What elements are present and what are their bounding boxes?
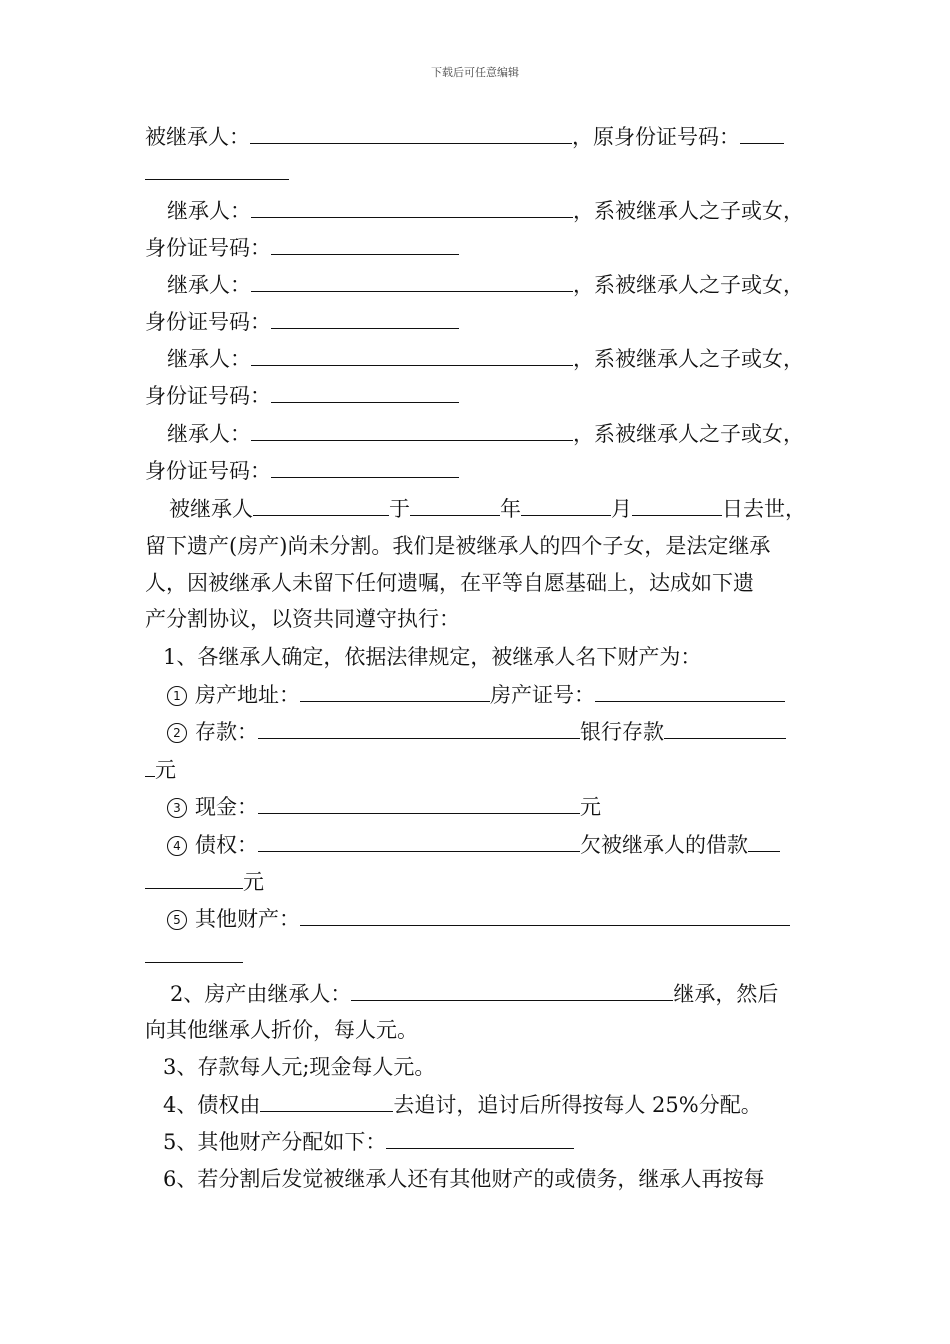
item-4-line: 4 债权： 欠被继承人的借款 xyxy=(167,830,780,858)
item-4-continuation: 元 xyxy=(145,867,264,895)
heir-3-id-line: 身份证号码： xyxy=(145,381,459,409)
circled-number-4: 4 xyxy=(167,836,187,856)
day-blank[interactable] xyxy=(632,494,722,516)
heir-2-line: 继承人： ，系被继承人之子或女， xyxy=(167,270,804,298)
death-date-line: 被继承人 于 年 月 日去世， xyxy=(169,494,806,522)
clause-2-line: 2、房产由继承人： 继承，然后 xyxy=(170,979,778,1007)
decedent-id-blank-cont[interactable] xyxy=(145,158,289,180)
paragraph-line-2: 人，因被继承人未留下任何遗嘱，在平等自愿基础上，达成如下遗 xyxy=(145,571,754,595)
heir-3-name-blank[interactable] xyxy=(251,344,573,366)
claim-blank[interactable] xyxy=(258,830,580,852)
house-heir-blank[interactable] xyxy=(351,979,673,1001)
heir-1-id-line: 身份证号码： xyxy=(145,233,459,261)
page-header: 下载后可任意编辑 xyxy=(431,66,519,79)
circled-number-3: 3 xyxy=(167,798,187,818)
debt-collector-blank[interactable] xyxy=(260,1090,393,1112)
loan-amount-blank[interactable] xyxy=(748,830,780,852)
decedent-id-blank[interactable] xyxy=(740,122,784,144)
circled-number-2: 2 xyxy=(167,723,187,743)
heir-1-name-blank[interactable] xyxy=(251,196,573,218)
loan-amount-blank-cont[interactable] xyxy=(145,867,243,889)
other-property-blank[interactable] xyxy=(300,904,790,926)
heir-3-line: 继承人： ，系被继承人之子或女， xyxy=(167,344,804,372)
heir-2-id-blank[interactable] xyxy=(271,307,459,329)
other-distribution-blank[interactable] xyxy=(386,1127,574,1149)
circled-number-5: 5 xyxy=(167,910,187,930)
other-property-blank-cont[interactable] xyxy=(145,941,243,963)
heir-4-name-blank[interactable] xyxy=(251,419,573,441)
item-5-line: 5 其他财产： xyxy=(167,904,790,932)
item-3-line: 3 现金： 元 xyxy=(167,792,601,820)
clause-1: 1、各继承人确定，依据法律规定，被继承人名下财产为： xyxy=(163,645,702,669)
item-2-continuation: 元 xyxy=(145,755,176,783)
decedent-id-continuation xyxy=(145,158,289,186)
clause-4-line: 4、债权由 去追讨，追讨后所得按每人 25%分配。 xyxy=(163,1090,762,1118)
item-2-line: 2 存款： 银行存款 xyxy=(167,717,786,745)
heir-4-id-line: 身份证号码： xyxy=(145,456,459,484)
decedent-line: 被继承人： ，原身份证号码： xyxy=(145,122,784,150)
paragraph-line-3: 产分割协议，以资共同遵守执行： xyxy=(145,607,460,631)
clause-2-continuation: 向其他继承人折价，每人元。 xyxy=(145,1018,418,1042)
month-blank[interactable] xyxy=(521,494,611,516)
heir-2-name-blank[interactable] xyxy=(251,270,573,292)
heir-1-line: 继承人： ，系被继承人之子或女， xyxy=(167,196,804,224)
heir-3-id-blank[interactable] xyxy=(271,381,459,403)
circled-number-1: 1 xyxy=(167,686,187,706)
item-1-line: 1 房产地址： 房产证号： xyxy=(167,680,785,708)
clause-6: 6、若分割后发觉被继承人还有其他财产的或债务，继承人再按每 xyxy=(163,1167,765,1191)
heir-1-id-blank[interactable] xyxy=(271,233,459,255)
bank-deposit-blank-cont[interactable] xyxy=(145,755,155,777)
heir-4-line: 继承人： ，系被继承人之子或女， xyxy=(167,419,804,447)
year-blank[interactable] xyxy=(410,494,500,516)
property-address-blank[interactable] xyxy=(300,680,490,702)
cash-blank[interactable] xyxy=(258,792,580,814)
decedent-name-blank[interactable] xyxy=(250,122,572,144)
clause-5-line: 5、其他财产分配如下： xyxy=(163,1127,574,1155)
heir-2-id-line: 身份证号码： xyxy=(145,307,459,335)
bank-deposit-blank[interactable] xyxy=(664,717,786,739)
item-5-continuation xyxy=(145,941,243,969)
paragraph-line-1: 留下遗产(房产)尚未分割。我们是被继承人的四个子女，是法定继承 xyxy=(145,534,771,558)
deposit-blank[interactable] xyxy=(258,717,580,739)
heir-4-id-blank[interactable] xyxy=(271,456,459,478)
decedent-name-2-blank[interactable] xyxy=(253,494,389,516)
clause-3: 3、存款每人元;现金每人元。 xyxy=(163,1055,436,1079)
property-cert-blank[interactable] xyxy=(595,680,785,702)
